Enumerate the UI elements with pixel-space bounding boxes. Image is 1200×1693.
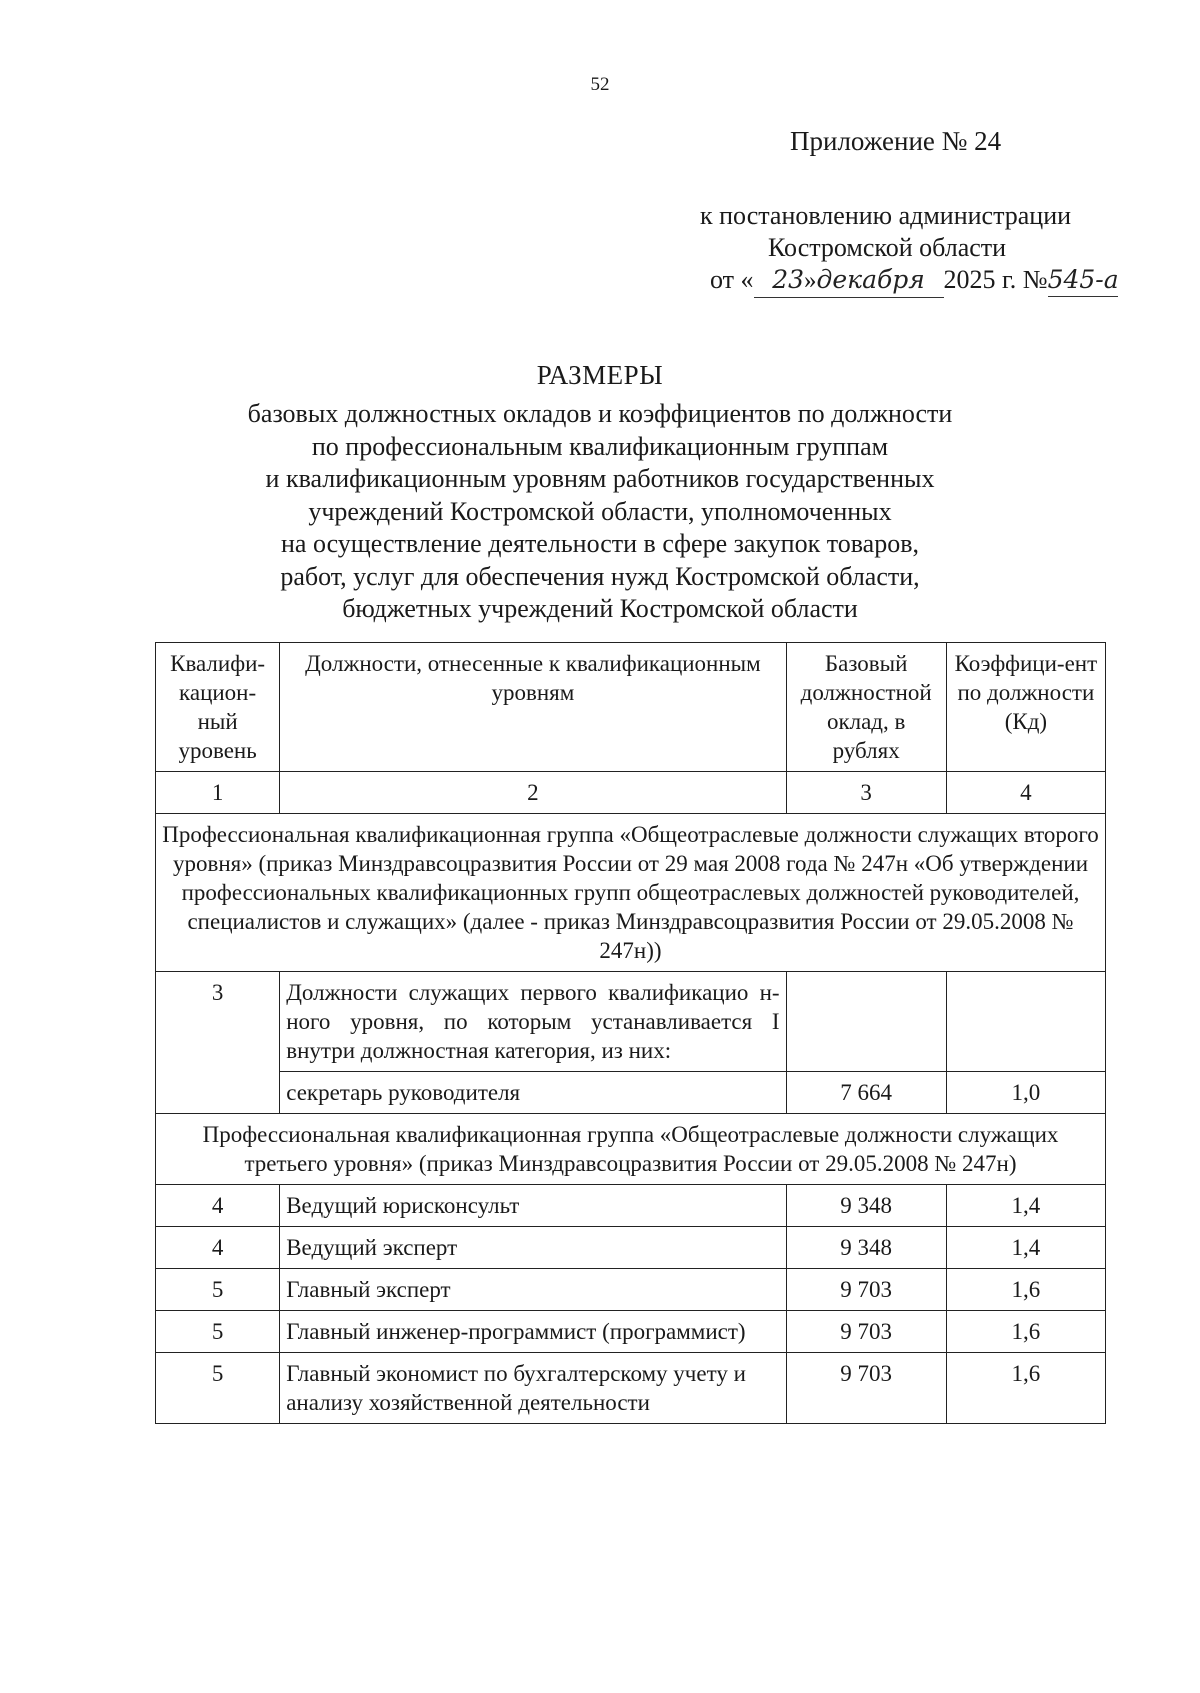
header-base-salary: Базовый должностной оклад, в рублях [786,643,946,772]
table-row [156,1311,1106,1353]
group-heading-third-level: Профессиональная квалификационная группа «Общеотраслевые должности служащих третьего уровня» (приказ Минздравсоцразвития России от 29.05.2008 № 247н) [156,1114,1106,1185]
cell-salary [786,972,946,1072]
decree-line-1: к постановлению администрации [700,201,1072,230]
header-qualification-level: Квалифи-кацион-ный уровень [156,643,280,772]
cell-salary: 7 664 [786,1072,946,1114]
cell-position: Главный эксперт [280,1269,786,1311]
cell-level: 5 [156,1269,280,1311]
cell-position: Главный инженер-программист (программист) [280,1311,786,1353]
decree-line-3 [700,264,1118,298]
decree-date-quote: » [804,267,817,294]
document-subtitle [200,398,1000,626]
subtitle-line: по профессиональным квалификационным группам [311,431,889,461]
cell-coefficient: 1,6 [946,1353,1105,1424]
cell-coefficient: 1,0 [946,1072,1105,1114]
group-heading-second-level: Профессиональная квалификационная группа «Общеотраслевые должности служащих второго уровня» (приказ Минздравсоцразвития России от 29 мая 2008 года № 247н «Об утверждении профессиональных квалификационных групп общеотраслевых должностей руководителей, специалистов и служащих» (далее - приказ Минздравсоцразвития России от 29.05.2008 № 247н)) [156,814,1106,972]
cell-salary: 9 348 [786,1227,946,1269]
page-number: 52 [590,74,610,95]
handwritten-day: 23 [772,265,805,294]
cell-level: 4 [156,1185,280,1227]
cell-level: 5 [156,1353,280,1424]
table-header-row [156,643,1106,772]
subtitle-line: бюджетных учреждений Костромской области [342,594,858,623]
cell-level: 4 [156,1227,280,1269]
handwritten-number: 545-а [1048,264,1118,297]
cell-position: Ведущий юрисконсульт [280,1185,786,1227]
subtitle-line: работ, услуг для обеспечения нужд Костромской области, [280,561,920,591]
table-row [156,1269,1106,1311]
cell-coefficient: 1,6 [946,1311,1105,1353]
cell-coefficient: 1,6 [946,1269,1105,1311]
group-heading-row [156,1114,1106,1185]
decree-line-2: Костромской области [768,233,1007,262]
cell-position-category: Должности служащих первого квалификацио н-ного уровня, по которым устанавливается I внутри должностная категория, из них: [280,972,786,1072]
cell-coefficient: 1,4 [946,1227,1105,1269]
cell-coefficient [946,972,1105,1072]
column-number-row [156,772,1106,814]
handwritten-month: декабря [816,265,925,294]
cell-level: 5 [156,1311,280,1353]
cell-salary: 9 703 [786,1311,946,1353]
cell-position: Главный экономист по бухгалтерскому учету и анализу хозяйственной деятельности [280,1353,786,1424]
column-number: 4 [946,772,1105,814]
document-title: РАЗМЕРЫ [536,360,664,390]
table-row [156,1227,1106,1269]
subtitle-line: и квалификационным уровням работников государственных [265,464,935,493]
column-number: 3 [786,772,946,814]
cell-position: Ведущий эксперт [280,1227,786,1269]
table-row [156,972,1106,1072]
cell-coefficient: 1,4 [946,1185,1105,1227]
decree-reference [700,200,1118,298]
cell-position: секретарь руководителя [280,1072,786,1114]
handwritten-date [754,264,944,298]
header-positions: Должности, отнесенные к квалификационным уровням [280,643,786,772]
cell-level: 3 [156,972,280,1114]
cell-salary: 9 348 [786,1185,946,1227]
salary-table [155,642,1106,1424]
table-row [156,1185,1106,1227]
cell-salary: 9 703 [786,1353,946,1424]
header-coefficient: Коэффици-ент по должности (Кд) [946,643,1105,772]
subtitle-line: учреждений Костромской области, уполномоченных [308,496,892,526]
subtitle-line: базовых должностных окладов и коэффициентов по должности [247,399,953,428]
subtitle-line: на осуществление деятельности в сфере закупок товаров, [280,529,919,558]
decree-date-prefix: от « [710,265,754,294]
column-number: 2 [280,772,786,814]
appendix-label: Приложение № 24 [790,126,1002,156]
decree-year: 2025 г. № [943,265,1048,294]
group-heading-row [156,814,1106,972]
cell-salary: 9 703 [786,1269,946,1311]
table-row [156,1072,1106,1114]
table-row [156,1353,1106,1424]
column-number: 1 [156,772,280,814]
